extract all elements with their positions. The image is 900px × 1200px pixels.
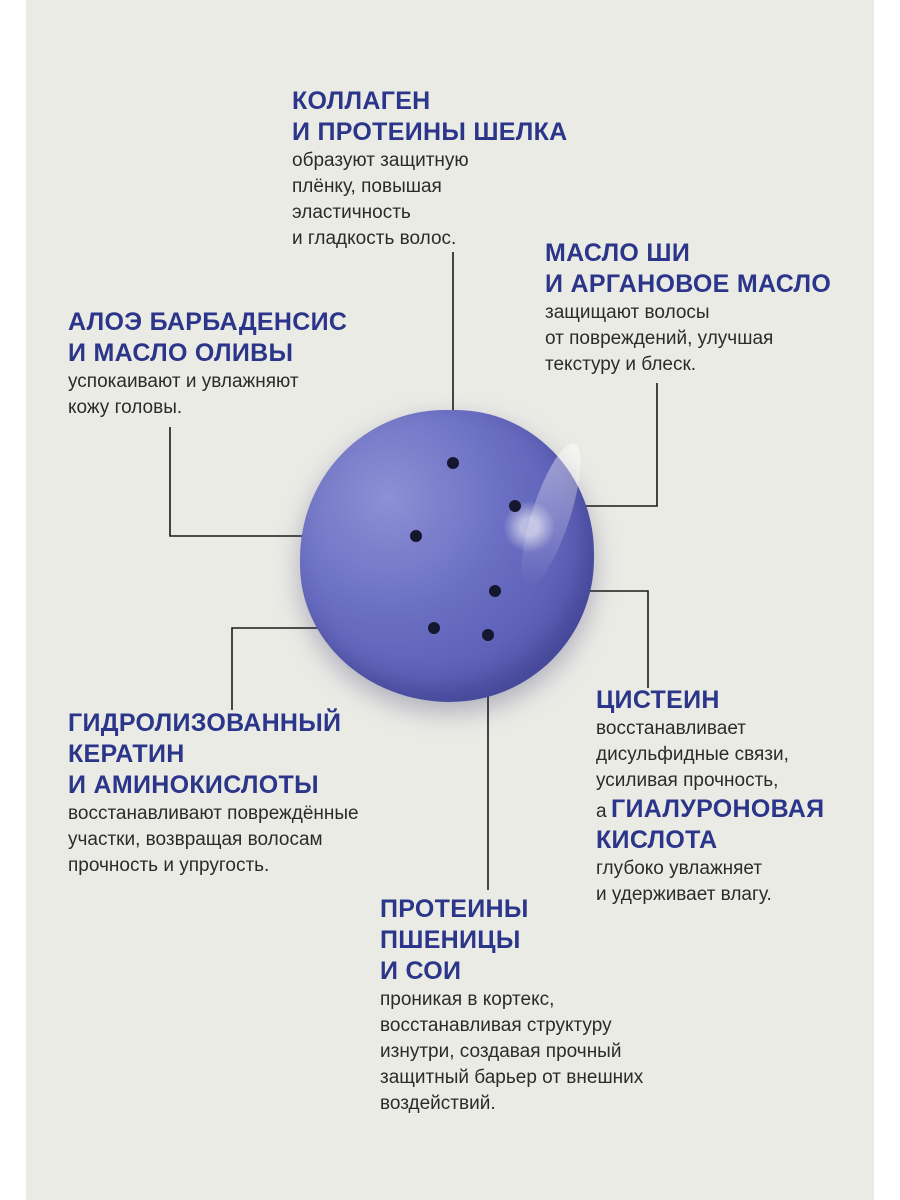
ingredient-desc-line: плёнку, повышая [292, 176, 442, 197]
dot-shea [509, 500, 521, 512]
ingredient-title: КИСЛОТА [596, 826, 718, 854]
ingredient-desc-line: воздействий. [380, 1093, 496, 1114]
ingredient-desc-line: успокаивают и увлажняют [68, 371, 299, 392]
ingredient-desc-line: текстуру и блеск. [545, 354, 697, 375]
ingredient-desc-line: глубоко увлажняет [596, 858, 763, 879]
dot-wheat [482, 629, 494, 641]
ingredient-desc-line: восстанавливает [596, 718, 747, 739]
ingredient-desc-line: проникая в кортекс, [380, 989, 555, 1010]
ingredient-aloe [68, 307, 347, 421]
ingredient-desc-line: и гладкость волос. [292, 228, 457, 249]
ingredient-title: И АРГАНОВОЕ МАСЛО [545, 270, 832, 298]
conjunction: а [596, 801, 607, 822]
ingredient-desc-line: участки, возвращая волосам [68, 829, 323, 850]
ingredient-desc-line: восстанавливая структуру [380, 1015, 612, 1036]
dot-collagen [447, 457, 459, 469]
dot-keratin [428, 622, 440, 634]
ingredient-title: ПШЕНИЦЫ [380, 926, 521, 954]
ingredient-desc-line: восстанавливают повреждённые [68, 803, 359, 824]
ingredient-title: ГИАЛУРОНОВАЯ [611, 795, 825, 823]
ingredient-desc-line: образуют защитную [292, 150, 469, 171]
ingredient-title: И МАСЛО ОЛИВЫ [68, 339, 294, 367]
ingredient-desc-line: дисульфидные связи, [596, 744, 789, 765]
ingredient-title: КЕРАТИН [68, 740, 185, 768]
ingredient-desc-line: эластичность [292, 202, 411, 223]
ingredient-title: КОЛЛАГЕН [292, 87, 431, 115]
hyaluronic-title-line [596, 794, 824, 825]
ingredient-desc-line: изнутри, создавая прочный [380, 1041, 622, 1062]
ingredient-shea [545, 238, 831, 378]
dot-cysteine [489, 585, 501, 597]
ingredient-desc-line: прочность и упругость. [68, 855, 270, 876]
ingredient-desc-line: защитный барьер от внешних [380, 1067, 644, 1088]
ingredient-title: И АМИНОКИСЛОТЫ [68, 771, 319, 799]
ingredient-desc-line: усиливая прочность, [596, 770, 779, 791]
ingredient-title: ЦИСТЕИН [596, 686, 720, 714]
ingredient-desc-line: от повреждений, улучшая [545, 328, 774, 349]
ingredient-desc-line: и удерживает влагу. [596, 884, 772, 905]
ingredient-wheat [380, 894, 643, 1117]
ingredient-title: МАСЛО ШИ [545, 239, 691, 267]
ingredient-title: ПРОТЕИНЫ [380, 895, 529, 923]
ingredient-title: И СОИ [380, 957, 462, 985]
ingredient-collagen [292, 86, 568, 252]
ingredient-title: ГИДРОЛИЗОВАННЫЙ [68, 709, 342, 737]
ingredient-title: И ПРОТЕИНЫ ШЕЛКА [292, 118, 568, 146]
ingredient-desc-line: защищают волосы [545, 302, 710, 323]
ingredient-keratin [68, 708, 359, 879]
dot-aloe [410, 530, 422, 542]
ingredient-desc-line: кожу головы. [68, 397, 183, 418]
ingredient-title: АЛОЭ БАРБАДЕНСИС [68, 308, 348, 336]
ingredient-cysteine [596, 685, 824, 908]
